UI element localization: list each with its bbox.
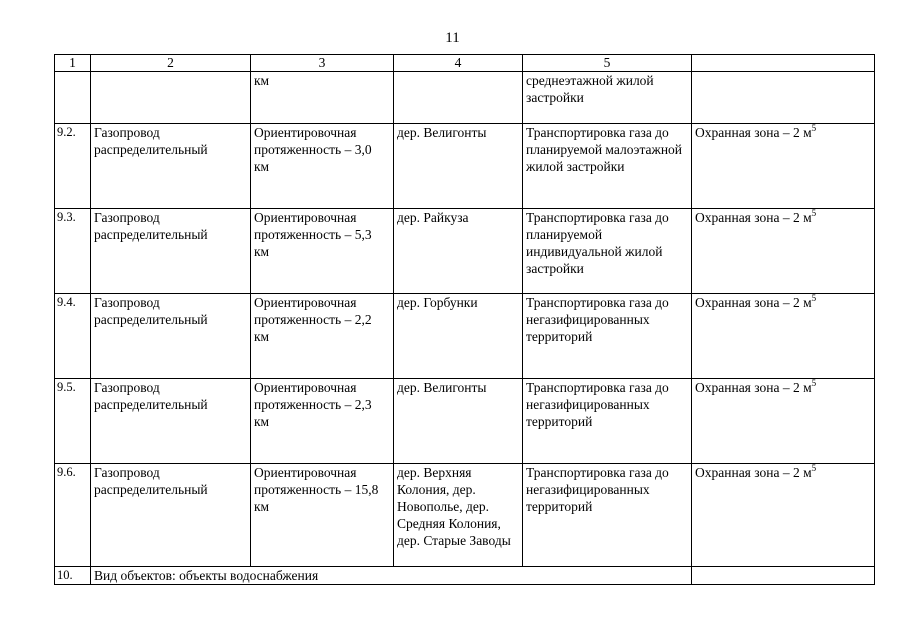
zone-superscript: 5 xyxy=(811,208,817,218)
cell-length: Ориентировочная протяженность – 5,3 км xyxy=(251,209,394,294)
zone-text: Охранная зона – 2 м xyxy=(695,465,812,480)
cell-zone xyxy=(692,294,875,379)
cell-number: 9.2. xyxy=(55,124,91,209)
table-row xyxy=(55,294,875,379)
cell-purpose: Транспортировка газа до планируемой индивидуальной жилой застройки xyxy=(523,209,692,294)
cell-object: Газопровод распределительный xyxy=(91,124,251,209)
page-number: 11 xyxy=(445,30,460,46)
table-row xyxy=(55,124,875,209)
cell-length: Ориентировочная протяженность – 2,2 км xyxy=(251,294,394,379)
section-title: Вид объектов: объекты водоснабжения xyxy=(91,567,692,585)
column-header-6 xyxy=(692,55,875,72)
cell-zone xyxy=(692,464,875,567)
cell-empty xyxy=(394,72,523,124)
cell-purpose: Транспортировка газа до негазифицированных территорий xyxy=(523,464,692,567)
cell-zone xyxy=(692,209,875,294)
cell-empty xyxy=(91,72,251,124)
zone-text: Охранная зона – 2 м xyxy=(695,125,812,140)
section-row xyxy=(55,567,875,585)
cell-number: 9.4. xyxy=(55,294,91,379)
cell-object: Газопровод распределительный xyxy=(91,464,251,567)
cell-location: дер. Горбунки xyxy=(394,294,523,379)
cell-object: Газопровод распределительный xyxy=(91,294,251,379)
section-number: 10. xyxy=(55,567,91,585)
zone-text: Охранная зона – 2 м xyxy=(695,380,812,395)
table-row xyxy=(55,209,875,294)
column-header-1: 1 xyxy=(55,55,91,72)
cell-location: дер. Верхняя Колония, дер. Новополье, дер. Средняя Колония, дер. Старые Заводы xyxy=(394,464,523,567)
cell-location: дер. Райкуза xyxy=(394,209,523,294)
cell-empty xyxy=(692,567,875,585)
cell-length: км xyxy=(251,72,394,124)
table-header-row xyxy=(55,55,875,72)
zone-text: Охранная зона – 2 м xyxy=(695,210,812,225)
cell-object: Газопровод распределительный xyxy=(91,379,251,464)
objects-table xyxy=(54,54,875,585)
cell-empty xyxy=(55,72,91,124)
cell-zone xyxy=(692,379,875,464)
cell-location: дер. Велигонты xyxy=(394,379,523,464)
cell-purpose: среднеэтажной жилой застройки xyxy=(523,72,692,124)
table-row-continuation xyxy=(55,72,875,124)
cell-purpose: Транспортировка газа до негазифицированных территорий xyxy=(523,294,692,379)
cell-zone xyxy=(692,124,875,209)
column-header-2: 2 xyxy=(91,55,251,72)
cell-number: 9.3. xyxy=(55,209,91,294)
cell-length: Ориентировочная протяженность – 2,3 км xyxy=(251,379,394,464)
cell-length: Ориентировочная протяженность – 3,0 км xyxy=(251,124,394,209)
zone-superscript: 5 xyxy=(811,463,817,473)
zone-superscript: 5 xyxy=(811,123,817,133)
cell-number: 9.5. xyxy=(55,379,91,464)
cell-object: Газопровод распределительный xyxy=(91,209,251,294)
cell-purpose: Транспортировка газа до негазифицированных территорий xyxy=(523,379,692,464)
table-row xyxy=(55,464,875,567)
cell-length: Ориентировочная протяженность – 15,8 км xyxy=(251,464,394,567)
column-header-3: 3 xyxy=(251,55,394,72)
column-header-5: 5 xyxy=(523,55,692,72)
cell-number: 9.6. xyxy=(55,464,91,567)
zone-text: Охранная зона – 2 м xyxy=(695,295,812,310)
table-row xyxy=(55,379,875,464)
column-header-4: 4 xyxy=(394,55,523,72)
zone-superscript: 5 xyxy=(811,378,817,388)
cell-location: дер. Велигонты xyxy=(394,124,523,209)
cell-empty xyxy=(692,72,875,124)
zone-superscript: 5 xyxy=(811,293,817,303)
cell-purpose: Транспортировка газа до планируемой малоэтажной жилой застройки xyxy=(523,124,692,209)
